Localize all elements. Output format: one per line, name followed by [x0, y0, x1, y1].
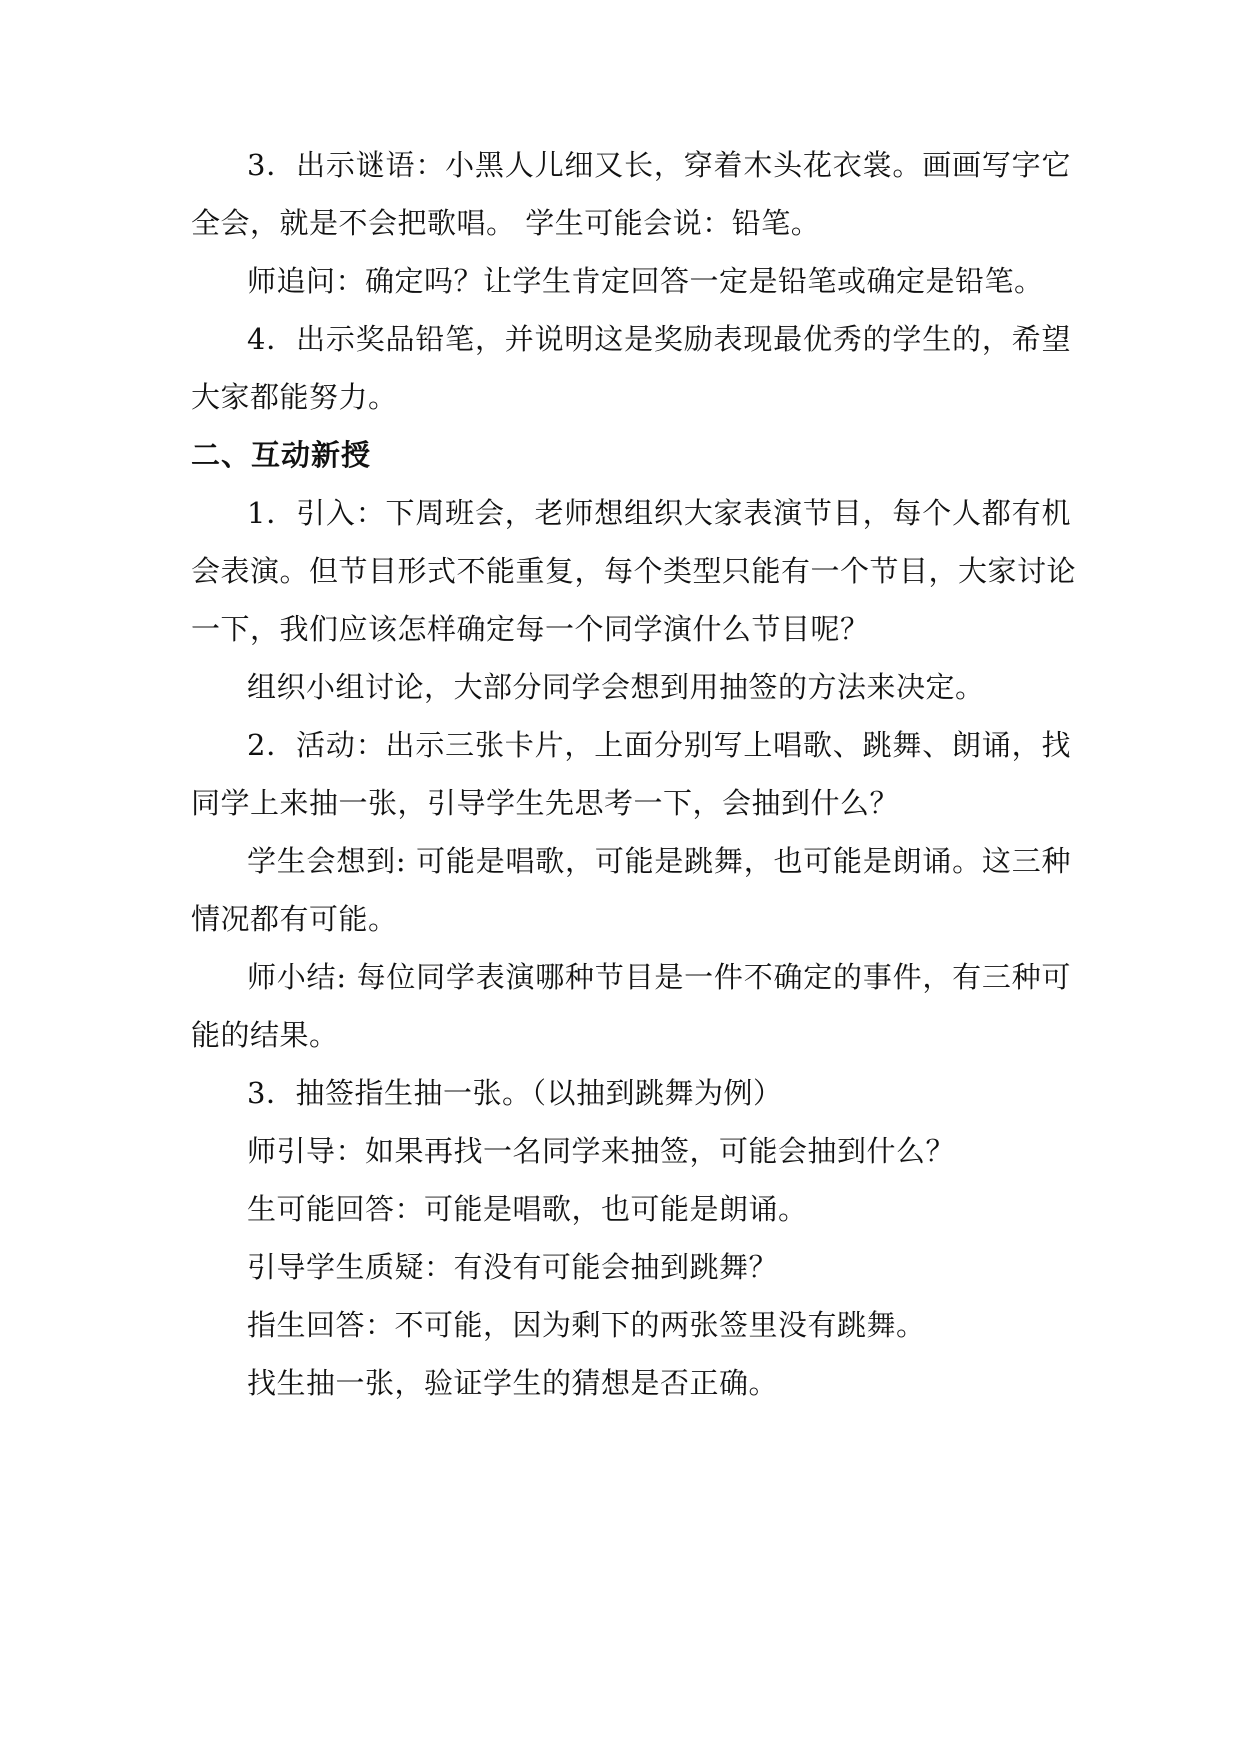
section-heading: 二、互动新授 [191, 438, 372, 472]
text-line: 4．出示奖品铅笔，并说明这是奖励表现最优秀的学生的，希望 [247, 322, 1071, 356]
text-line: 找生抽一张，验证学生的猜想是否正确。 [247, 1366, 779, 1400]
text-line: 一下，我们应该怎样确定每一个同学演什么节目呢？ [191, 612, 870, 646]
text-line: 生可能回答：可能是唱歌，也可能是朗诵。 [247, 1192, 808, 1226]
text-line: 情况都有可能。 [191, 902, 398, 936]
text-line: 会表演。但节目形式不能重复，每个类型只能有一个节目，大家讨论 [191, 554, 1077, 588]
text-line: 大家都能努力。 [191, 380, 398, 414]
text-line: 同学上来抽一张，引导学生先思考一下，会抽到什么？ [191, 786, 900, 820]
text-line: 1．引入：下周班会，老师想组织大家表演节目，每个人都有机 [247, 496, 1071, 530]
text-line: 能的结果。 [191, 1018, 339, 1052]
text-line: 师引导：如果再找一名同学来抽签，可能会抽到什么？ [247, 1134, 956, 1168]
text-line: 2．活动：出示三张卡片，上面分别写上唱歌、跳舞、朗诵，找 [247, 728, 1071, 762]
text-line: 3．抽签指生抽一张。（以抽到跳舞为例） [247, 1076, 783, 1110]
text-line: 指生回答：不可能，因为剩下的两张签里没有跳舞。 [247, 1308, 926, 1342]
text-line: 师追问：确定吗？让学生肯定回答一定是铅笔或确定是铅笔。 [247, 264, 1044, 298]
text-line: 3．出示谜语：小黑人儿细又长，穿着木头花衣裳。画画写字它 [247, 148, 1071, 182]
text-line: 全会，就是不会把歌唱。 学生可能会说：铅笔。 [191, 206, 821, 240]
text-line: 学生会想到: 可能是唱歌，可能是跳舞，也可能是朗诵。这三种 [247, 844, 1071, 878]
text-line: 引导学生质疑：有没有可能会抽到跳舞？ [247, 1250, 779, 1284]
text-line: 师小结: 每位同学表演哪种节目是一件不确定的事件，有三种可 [247, 960, 1071, 994]
text-line: 组织小组讨论，大部分同学会想到用抽签的方法来决定。 [247, 670, 985, 704]
